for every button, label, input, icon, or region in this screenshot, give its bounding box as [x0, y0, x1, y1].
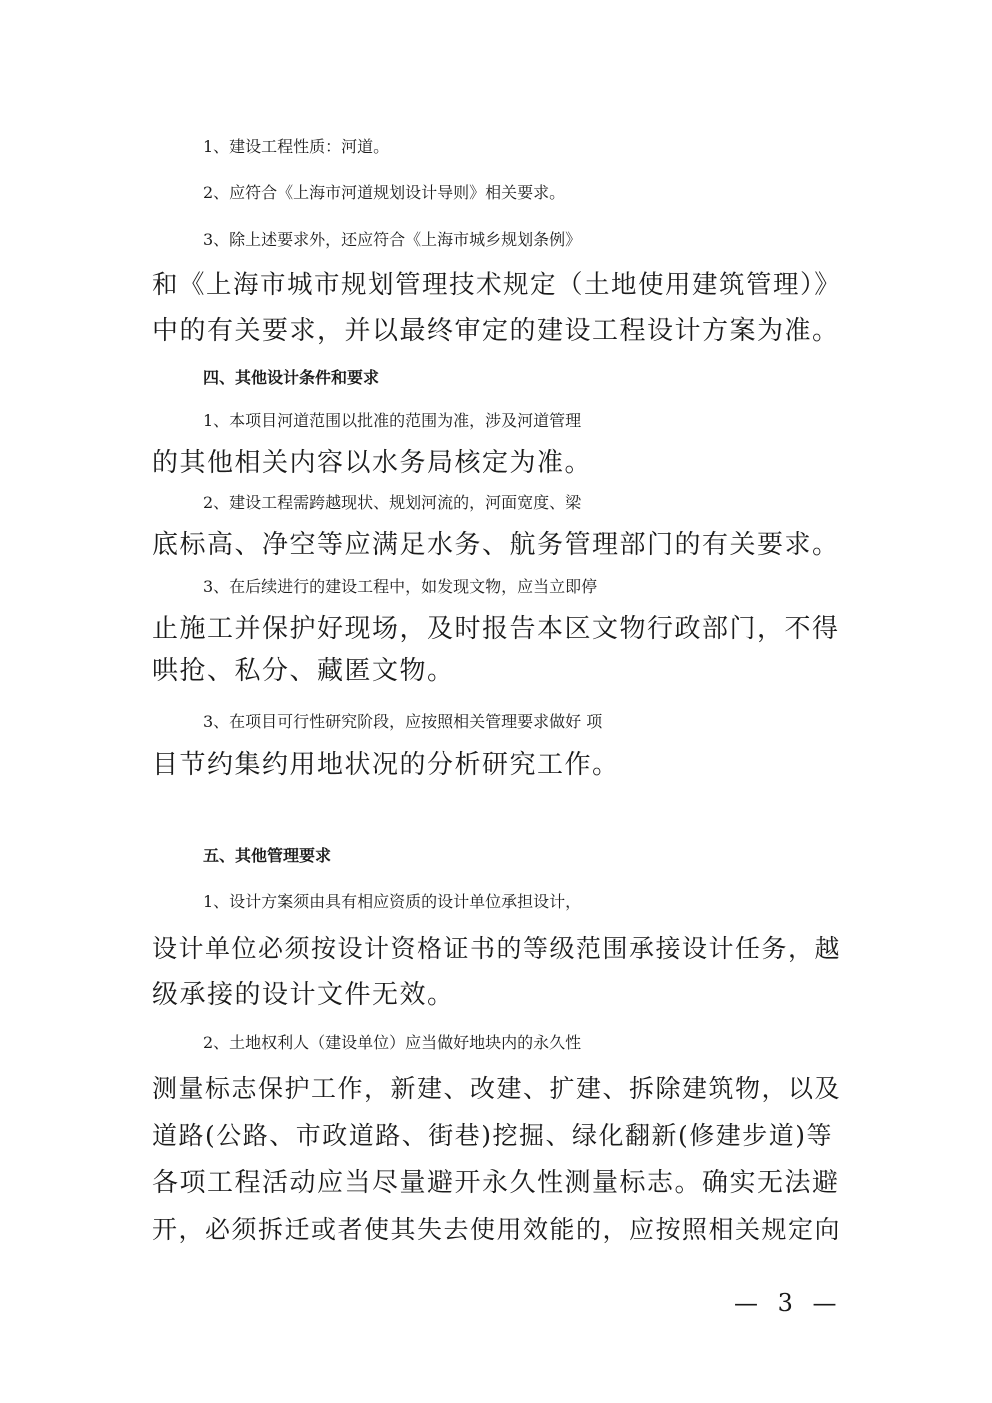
- text-line: 各项工程活动应当尽量避开永久性测量标志。确实无法避: [152, 1168, 840, 1198]
- text-line: 开，必须拆迁或者使其失去使用效能的，应按照相关规定向: [152, 1215, 842, 1244]
- text-line: 和《上海市城市规划管理技术规定（土地使用建筑管理）》: [152, 270, 842, 300]
- text-line: 3、在项目可行性研究阶段，应按照相关管理要求做好 项: [203, 712, 603, 731]
- text-line: 道路(公路、市政道路、街巷)挖掘、绿化翻新(修建步道)等: [152, 1121, 834, 1150]
- text-line: 哄抢、私分、藏匿文物。: [152, 656, 455, 686]
- text-line: 的其他相关内容以水务局核定为准。: [152, 448, 593, 478]
- text-line: 3、在后续进行的建设工程中，如发现文物，应当立即停: [203, 577, 598, 596]
- text-line: 中的有关要求，并以最终审定的建设工程设计方案为准。: [152, 316, 840, 346]
- text-line: 1、建设工程性质：河道。: [203, 137, 390, 156]
- text-line: 目节约集约用地状况的分析研究工作。: [152, 750, 620, 780]
- text-line: 级承接的设计文件无效。: [152, 980, 455, 1010]
- section-heading-4: 四、其他设计条件和要求: [203, 368, 380, 387]
- text-line: 1、本项目河道范围以批准的范围为准，涉及河道管理: [203, 411, 582, 430]
- text-line: 1、设计方案须由具有相应资质的设计单位承担设计，: [203, 892, 582, 911]
- page-number: — 3 —: [734, 1289, 843, 1317]
- text-line: 2、土地权利人（建设单位）应当做好地块内的永久性: [203, 1033, 582, 1052]
- text-line: 3、除上述要求外，还应符合《上海市城乡规划条例》: [203, 230, 582, 249]
- text-line: 测量标志保护工作，新建、改建、扩建、拆除建筑物，以及: [152, 1074, 842, 1103]
- text-line: 设计单位必须按设计资格证书的等级范围承接设计任务，越: [152, 934, 842, 963]
- text-line: 止施工并保护好现场，及时报告本区文物行政部门，不得: [152, 614, 840, 644]
- section-heading-5: 五、其他管理要求: [203, 846, 332, 865]
- text-line: 2、建设工程需跨越现状、规划河流的，河面宽度、梁: [203, 493, 582, 512]
- text-line: 2、应符合《上海市河道规划设计导则》相关要求。: [203, 183, 566, 202]
- text-line: 底标高、净空等应满足水务、航务管理部门的有关要求。: [152, 530, 840, 560]
